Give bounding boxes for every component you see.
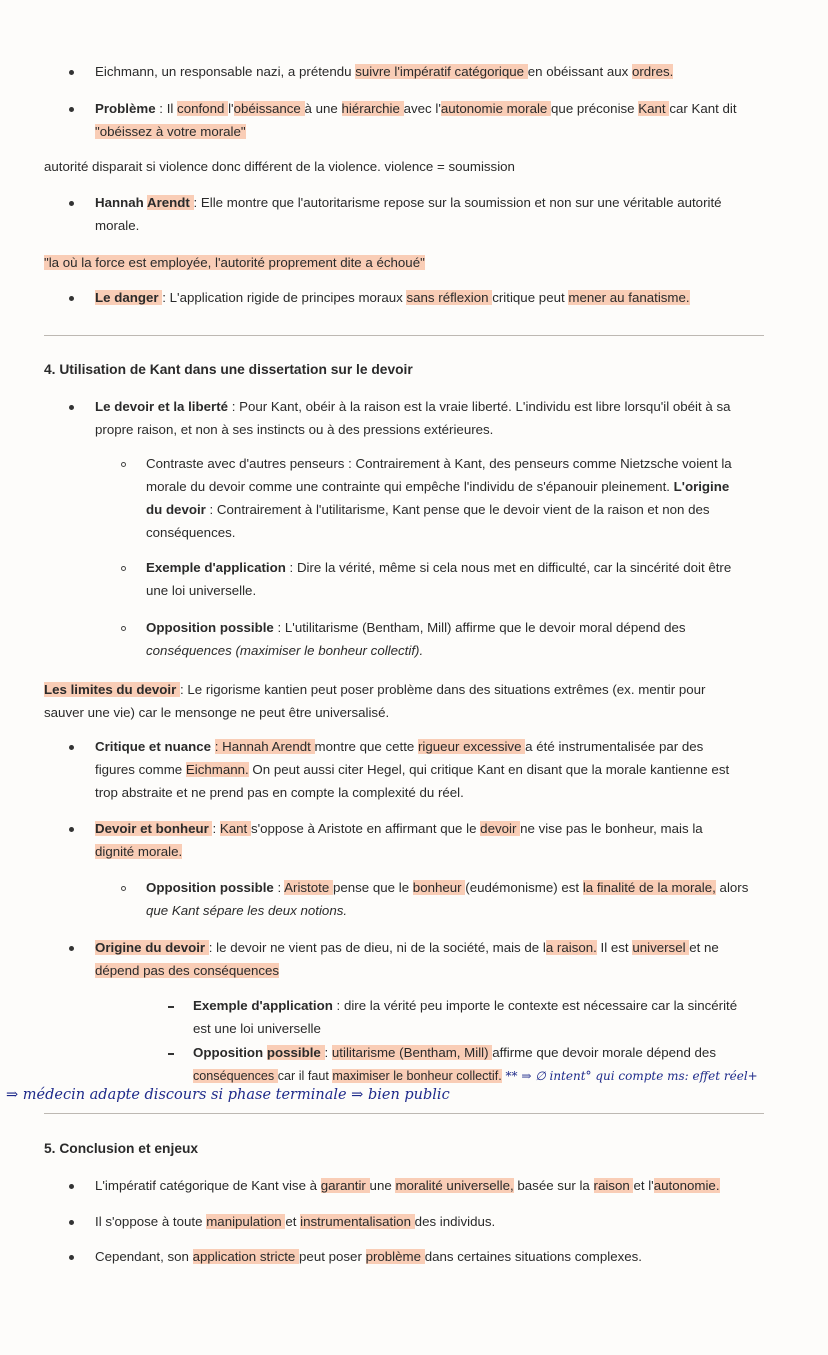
- dash-bullet: [168, 1006, 174, 1008]
- section-5-heading: 5. Conclusion et enjeux: [44, 1141, 199, 1156]
- sub-aristote-2: que Kant sépare les deux notions.: [146, 903, 348, 918]
- bullet: [69, 107, 74, 112]
- sub-contraste: Contraste avec d'autres penseurs : Contrairement à Kant, des penseurs comme Nietzsche voient la: [146, 456, 732, 471]
- divider: [44, 335, 764, 336]
- sub-bullet: [121, 626, 126, 631]
- dash-exemple-2: est une loi universelle: [193, 1021, 321, 1036]
- sub-contraste-3: du devoir : Contrairement à l'utilitarisme, Kant pense que le devoir vient de la raison et non des: [146, 502, 710, 517]
- bullet: [69, 1220, 74, 1225]
- paragraph-liberte-cont: propre raison, et non à ses instincts ou à des pressions extérieures.: [95, 422, 494, 437]
- bullet: [69, 405, 74, 410]
- conclusion-1: L'impératif catégorique de Kant vise à garantir une moralité universelle, basée sur la raison et l'autonomie.: [95, 1178, 720, 1193]
- section-4-heading: 4. Utilisation de Kant dans une dissertation sur le devoir: [44, 362, 413, 377]
- handwritten-note: ⇒ médecin adapte discours si phase terminale ⇒ bien public: [6, 1087, 450, 1103]
- divider: [44, 1113, 764, 1114]
- bullet: [69, 1184, 74, 1189]
- paragraph-critique-3: trop abstraite et ne prend pas en compte la complexité du réel.: [95, 785, 464, 800]
- sub-opposition: Opposition possible : L'utilitarisme (Bentham, Mill) affirme que le devoir moral dépend des: [146, 620, 686, 635]
- paragraph-liberte: Le devoir et la liberté : Pour Kant, obéir à la raison est la vraie liberté. L'individu est libre lorsqu'il obéit à sa: [95, 399, 731, 414]
- paragraph-bonheur: Devoir et bonheur : Kant s'oppose à Aristote en affirmant que le devoir ne vise pas le bonheur, mais la: [95, 821, 703, 836]
- paragraph-danger: Le danger : L'application rigide de principes moraux sans réflexion critique peut mener au fanatisme.: [95, 290, 690, 305]
- paragraph-critique-2: figures comme Eichmann. On peut aussi citer Hegel, qui critique Kant en disant que la morale kantienne est: [95, 762, 730, 777]
- bullet: [69, 296, 74, 301]
- quote-force: "la où la force est employée, l'autorité proprement dite a échoué": [44, 255, 425, 270]
- conclusion-2: Il s'oppose à toute manipulation et instrumentalisation des individus.: [95, 1214, 496, 1229]
- sub-contraste-2: morale du devoir comme une contrainte qui empêche l'individu de s'épanouir pleinement. L'origine: [146, 479, 730, 494]
- paragraph-bonheur-2: dignité morale.: [95, 844, 183, 859]
- paragraph-limites-2: sauver une vie) car le mensonge ne peut être universalisé.: [44, 705, 390, 720]
- bullet: [69, 745, 74, 750]
- sub-exemple: Exemple d'application : Dire la vérité, même si cela nous met en difficulté, car la sincérité doit être: [146, 560, 732, 575]
- paragraph-origine-2: dépend pas des conséquences: [95, 963, 280, 978]
- quote-obeissez: "obéissez à votre morale": [95, 124, 246, 139]
- sub-bullet: [121, 462, 126, 467]
- paragraph-critique: Critique et nuance : Hannah Arendt montre que cette rigueur excessive a été instrumentalisée par des: [95, 739, 704, 754]
- paragraph-probleme: Problème : Il confond l'obéissance à une hiérarchie avec l'autonomie morale que préconise Kant car Kant dit: [95, 101, 737, 116]
- dash-opposition-2: conséquences car il faut maximiser le bonheur collectif. ** ⇒ ∅ intent° qui compte ms: effet réel+: [193, 1069, 758, 1083]
- paragraph-origine: Origine du devoir : le devoir ne vient pas de dieu, ni de la société, mais de la raison. Il est universel et ne: [95, 940, 719, 955]
- sub-bullet: [121, 566, 126, 571]
- dash-exemple: Exemple d'application : dire la vérité peu importe le contexte est nécessaire car la sincérité: [193, 998, 738, 1013]
- bullet: [69, 1255, 74, 1260]
- sub-opposition-2: conséquences (maximiser le bonheur collectif).: [146, 643, 424, 658]
- paragraph-arendt-cont: morale.: [95, 218, 140, 233]
- sub-aristote: Opposition possible : Aristote pense que le bonheur (eudémonisme) est la finalité de la morale, alors: [146, 880, 749, 895]
- conclusion-3: Cependant, son application stricte peut poser problème dans certaines situations complexes.: [95, 1249, 642, 1264]
- sub-exemple-2: une loi universelle.: [146, 583, 257, 598]
- paragraph-eichmann: Eichmann, un responsable nazi, a prétendu suivre l'impératif catégorique en obéissant aux ordres.: [95, 64, 674, 79]
- sub-contraste-4: conséquences.: [146, 525, 236, 540]
- bullet: [69, 70, 74, 75]
- dash-bullet: [168, 1053, 174, 1055]
- note-autorite: autorité disparait si violence donc différent de la violence. violence = soumission: [44, 159, 515, 174]
- bullet: [69, 201, 74, 206]
- dash-opposition: Opposition possible : utilitarisme (Bentham, Mill) affirme que devoir morale dépend des: [193, 1045, 716, 1060]
- bullet: [69, 827, 74, 832]
- paragraph-arendt: Hannah Arendt : Elle montre que l'autoritarisme repose sur la soumission et non sur une véritable autorité: [95, 195, 722, 210]
- bullet: [69, 946, 74, 951]
- paragraph-limites: Les limites du devoir : Le rigorisme kantien peut poser problème dans des situations extrêmes (ex. mentir pour: [44, 682, 706, 697]
- sub-bullet: [121, 886, 126, 891]
